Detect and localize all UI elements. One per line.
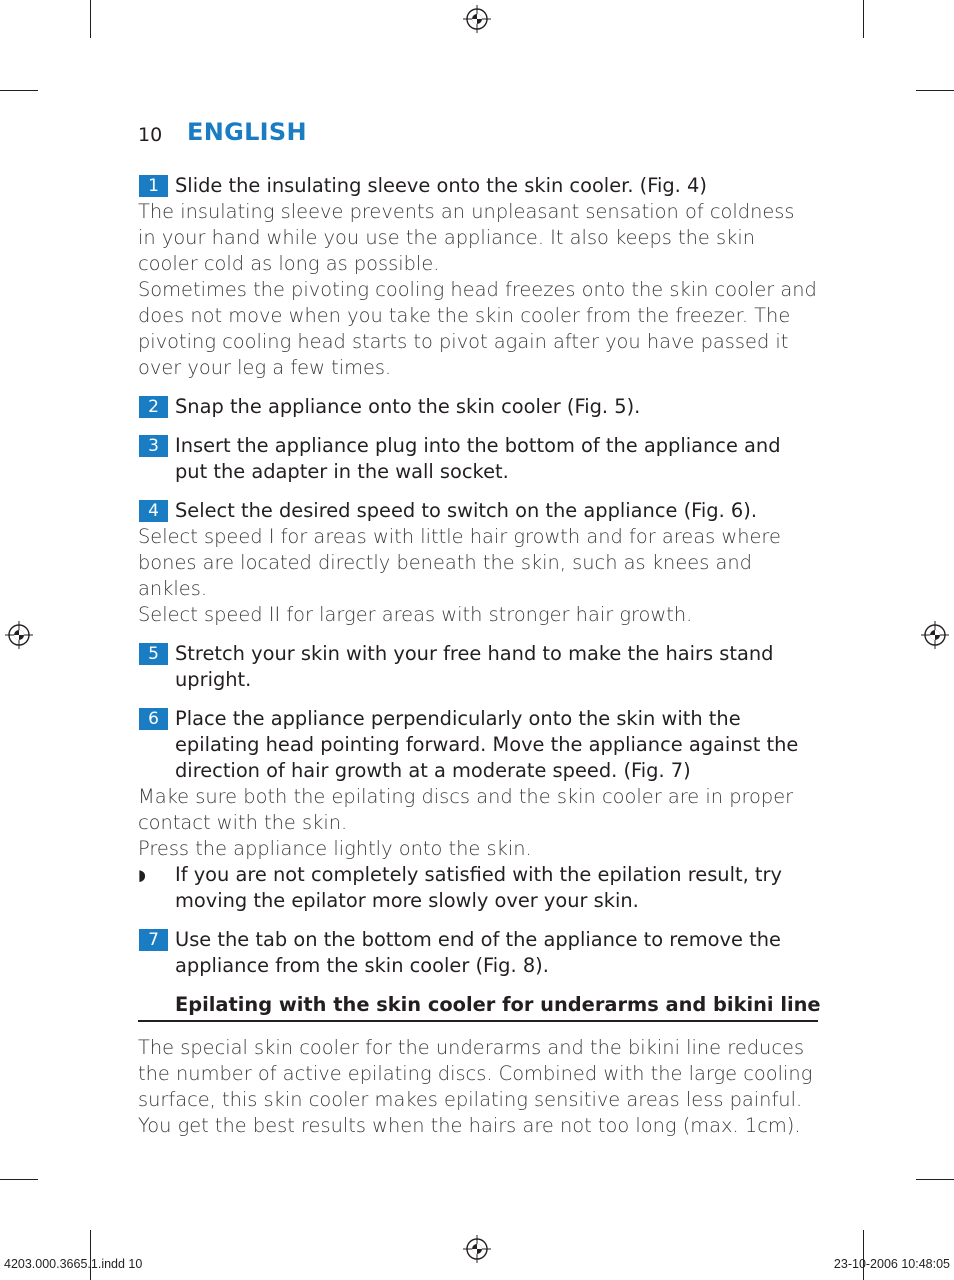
file-slug: 4203.000.3665.1.indd 10 xyxy=(4,1257,143,1271)
step-text: Select the desired speed to switch on the appliance (Fig. 6). xyxy=(175,499,757,522)
language-title: ENGLISH xyxy=(187,118,307,146)
tip-bullet xyxy=(138,862,818,914)
step-number-badge: 4 xyxy=(139,500,168,522)
step-number-badge: 1 xyxy=(139,175,168,197)
crop-mark xyxy=(863,0,864,38)
step-number-badge: 2 xyxy=(139,396,168,418)
step-text: Snap the appliance onto the skin cooler (Fig. 5). xyxy=(175,395,641,418)
step-6-note: Make sure both the epilating discs and the skin cooler are in proper contact with the skin. xyxy=(138,785,794,834)
page-content xyxy=(138,173,821,1139)
crop-mark xyxy=(0,90,38,91)
step-number-badge: 7 xyxy=(139,929,168,951)
step-1 xyxy=(138,173,818,199)
bullet-marker-icon: ◗ xyxy=(138,866,146,884)
step-number-badge: 6 xyxy=(139,708,168,730)
crop-mark xyxy=(90,0,91,38)
crop-mark xyxy=(916,1179,954,1180)
page-number: 10 xyxy=(138,124,163,146)
step-number-badge: 5 xyxy=(139,643,168,665)
section-heading: Epilating with the skin cooler for underarms and bikini line xyxy=(138,992,818,1022)
date-slug: 23-10-2006 10:48:05 xyxy=(833,1257,950,1271)
step-4 xyxy=(138,498,818,524)
registration-mark-icon xyxy=(463,1235,491,1263)
crop-mark xyxy=(863,1230,864,1280)
step-6 xyxy=(138,706,818,784)
step-text: Place the appliance perpendicularly onto the skin with the epilating head pointing forward. Move the appliance against the direction of hair growth at a moderate speed. (Fig. 7) xyxy=(175,707,799,782)
step-2 xyxy=(138,394,818,420)
section-body: The special skin cooler for the underarms and the bikini line reduces the number of active epilating discs. Combined with the large cooling surface, this skin cooler makes epilating sensitive areas less painful. You get the best results when the hairs are not too long (max. 1cm). xyxy=(138,1036,813,1137)
step-text: Use the tab on the bottom end of the appliance to remove the appliance from the skin cooler (Fig. 8). xyxy=(175,928,781,977)
step-4-note: Select speed II for larger areas with stronger hair growth. xyxy=(138,603,693,626)
crop-mark xyxy=(0,1179,38,1180)
step-text: Insert the appliance plug into the bottom of the appliance and put the adapter in the wall socket. xyxy=(175,434,781,483)
tip-text: If you are not completely satisfied with the epilation result, try moving the epilator more slowly over your skin. xyxy=(175,863,782,912)
step-number-badge: 3 xyxy=(139,435,168,457)
registration-mark-icon xyxy=(921,621,949,649)
step-4-note: Select speed I for areas with little hair growth and for areas where bones are located directly beneath the skin, such as knees and ankles. xyxy=(138,525,781,600)
registration-mark-icon xyxy=(5,621,33,649)
step-6-note: Press the appliance lightly onto the skin. xyxy=(138,837,532,860)
crop-mark xyxy=(90,1230,91,1280)
crop-mark xyxy=(916,90,954,91)
step-1-note: The insulating sleeve prevents an unpleasant sensation of coldness in your hand while you use the appliance. It also keeps the skin cooler cold as long as possible. xyxy=(138,200,795,275)
step-text: Stretch your skin with your free hand to make the hairs stand upright. xyxy=(175,642,774,691)
registration-mark-icon xyxy=(463,5,491,33)
step-1-note: Sometimes the pivoting cooling head freezes onto the skin cooler and does not move when you take the skin cooler from the freezer. The pivoting cooling head starts to pivot again after you have passed it over your leg a few times. xyxy=(138,278,817,379)
step-7 xyxy=(138,927,818,979)
step-3 xyxy=(138,433,818,485)
step-5 xyxy=(138,641,818,693)
step-text: Slide the insulating sleeve onto the skin cooler. (Fig. 4) xyxy=(175,174,707,197)
